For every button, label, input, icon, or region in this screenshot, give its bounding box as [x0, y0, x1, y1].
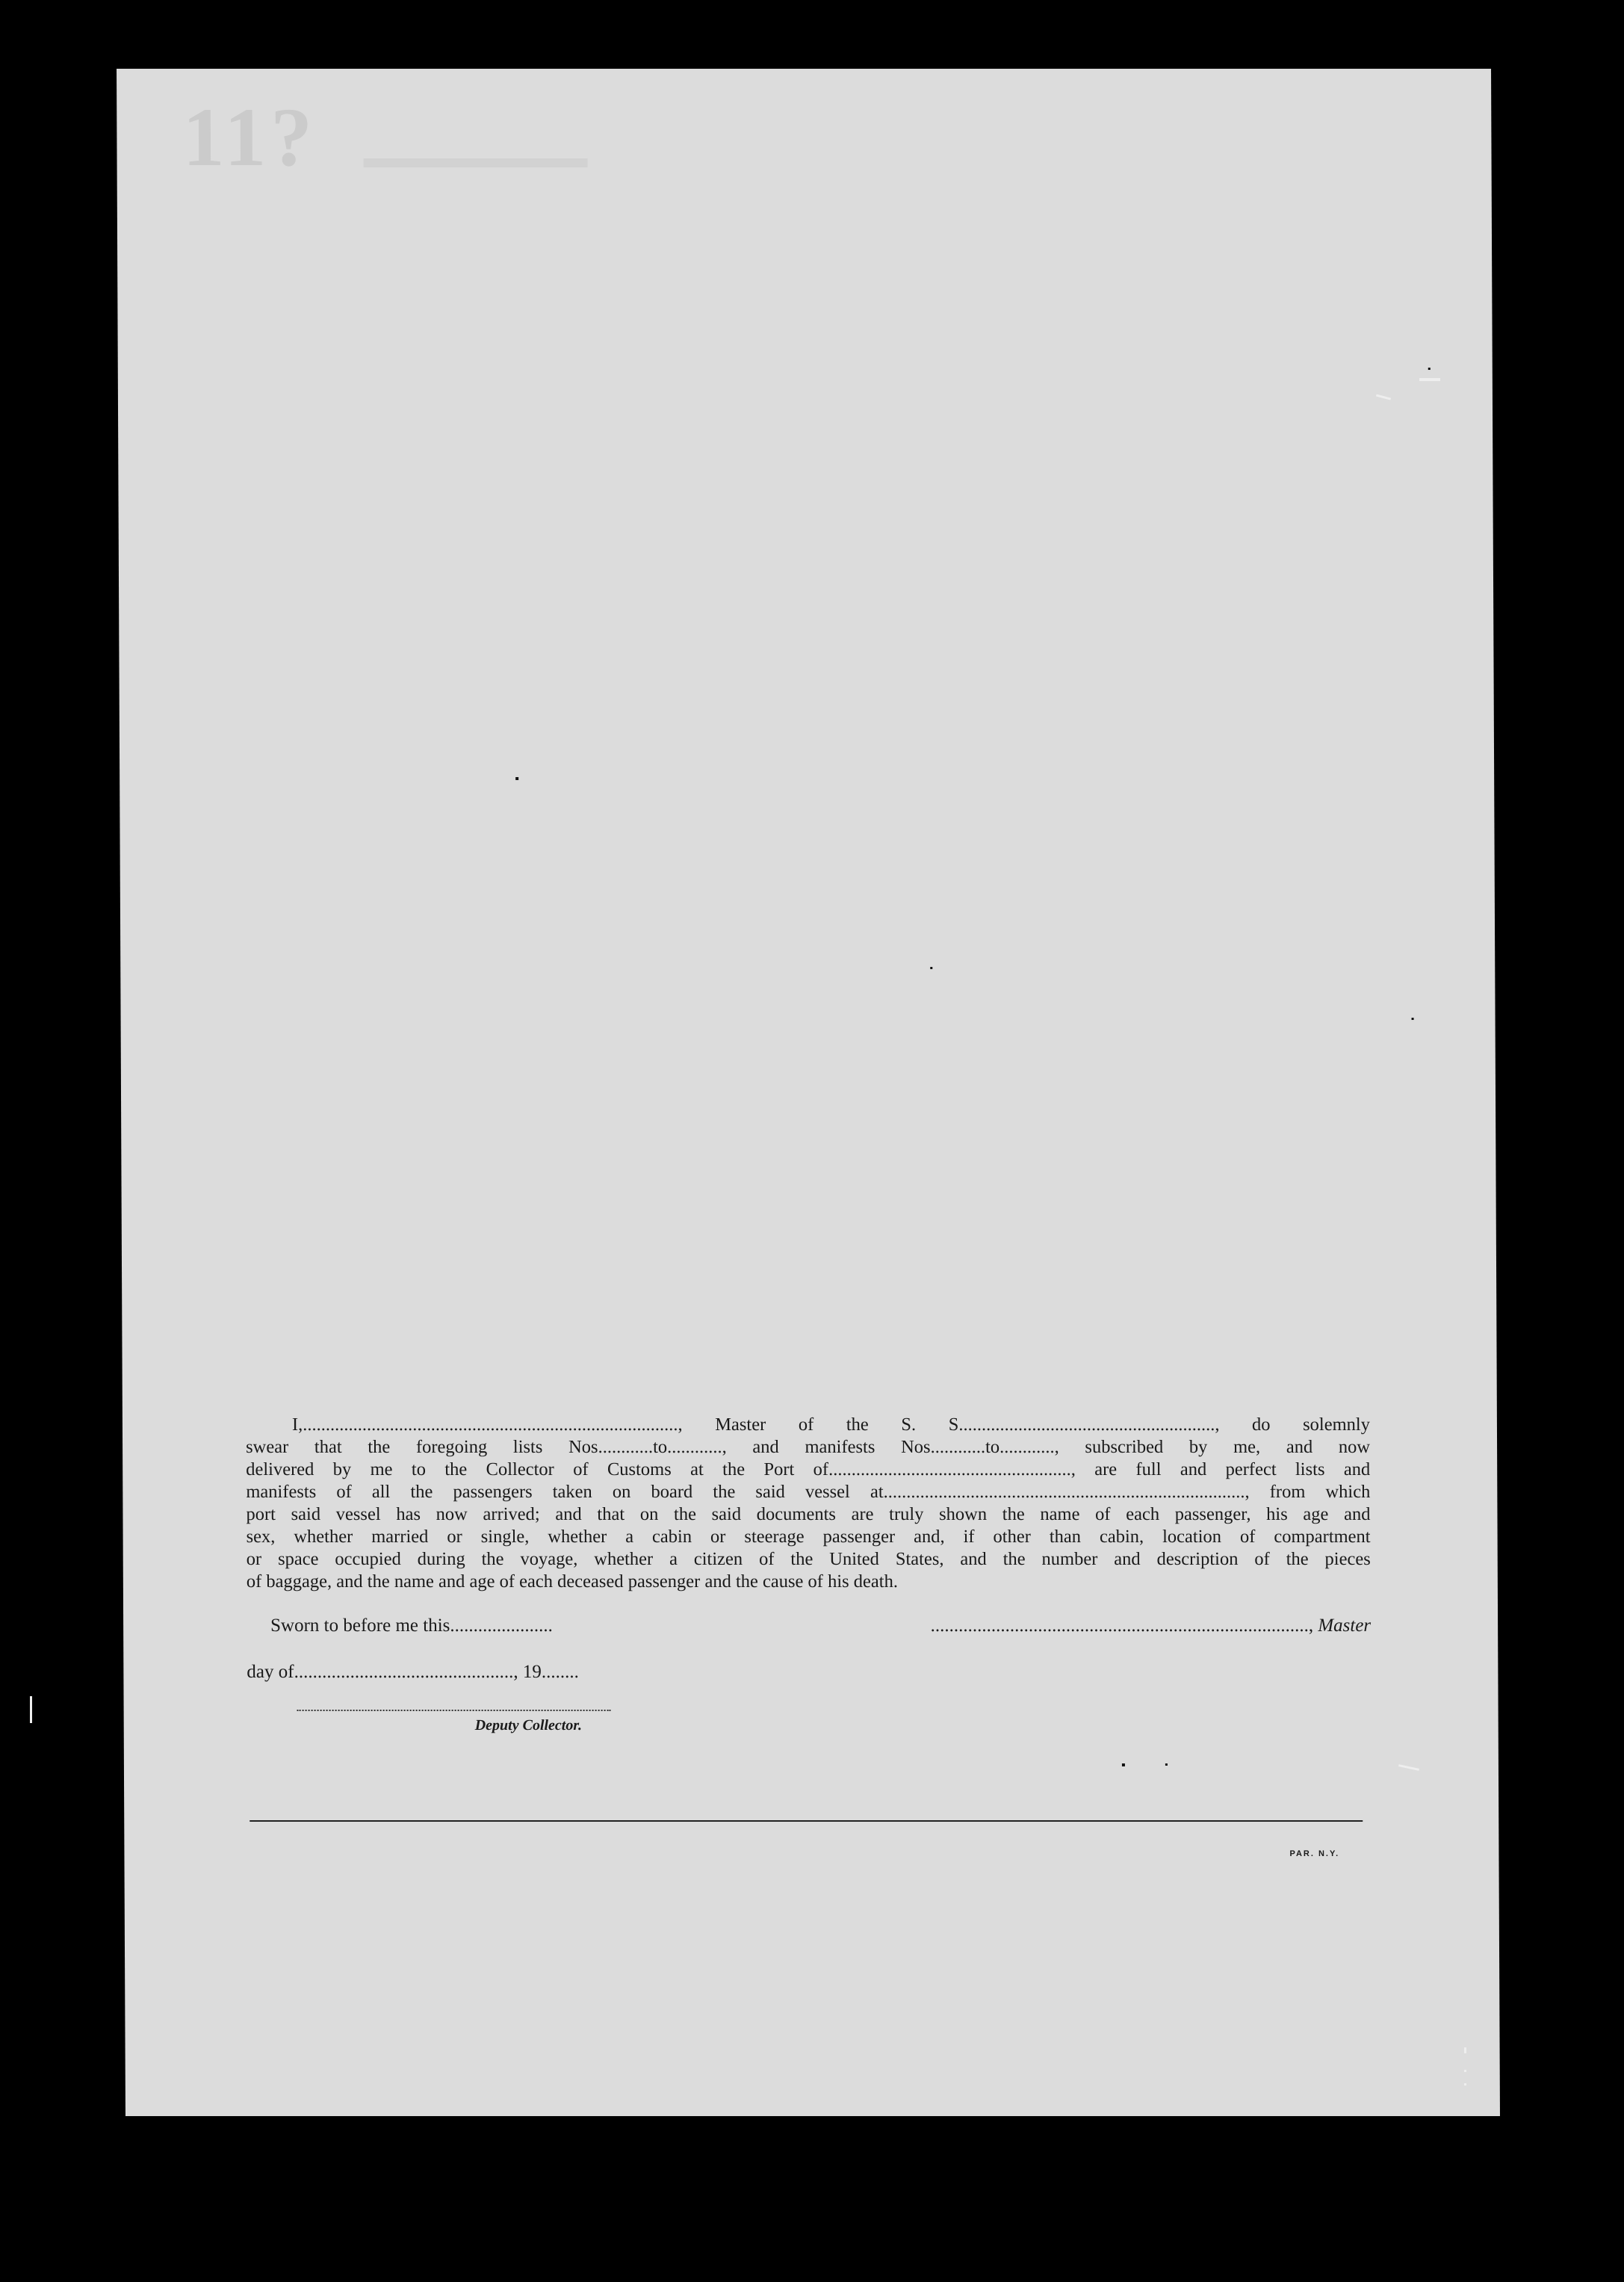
master-signature-line: [930, 1615, 1371, 1636]
sworn-text: Sworn to before me this......................: [270, 1615, 553, 1636]
master-label: Master: [1318, 1615, 1372, 1636]
edge-mark: [1464, 2047, 1466, 2053]
deputy-signature-line: [297, 1710, 611, 1711]
oath-line-5: port said vessel has now arrived; and that on the said documents are truly shown the name of each passenger, his age and: [246, 1504, 1371, 1524]
edge-mark: [1464, 2070, 1466, 2072]
oath-paragraph: [246, 1414, 1371, 1593]
edge-mark: [30, 1696, 32, 1723]
speck: [1428, 368, 1431, 370]
oath-line-1: I,.................................................................................., Master of the S. S........................................................, do solemnly: [291, 1414, 1370, 1435]
deputy-collector-label: Deputy Collector.: [474, 1717, 583, 1734]
speck: [1165, 1763, 1168, 1766]
day-of-line: day of..............................................., 19........: [247, 1662, 579, 1682]
oath-line-8: of baggage, and the name and age of each deceased passenger and the cause of his death.: [246, 1571, 898, 1592]
oath-line-3: delivered by me to the Collector of Customs at the Port of....................................................., are full and perfect lists and: [246, 1459, 1371, 1479]
oath-line-4: manifests of all the passengers taken on board the said vessel at..............................................................................., from which: [246, 1482, 1371, 1502]
oath-line-2: swear that the foregoing lists Nos............to............, and manifests Nos............to............, subscribed by me, and now: [246, 1437, 1371, 1457]
speck: [515, 777, 518, 780]
speck: [1412, 1018, 1414, 1020]
speck: [1122, 1763, 1125, 1766]
bottom-rule: [250, 1820, 1363, 1822]
oath-line-7: or space occupied during the voyage, whether a citizen of the United States, and the number and description of the pieces: [246, 1549, 1371, 1569]
edge-mark: [1464, 2083, 1466, 2085]
oath-line-6: sex, whether married or single, whether a cabin or steerage passenger and, if other than cabin, location of compartment: [246, 1527, 1371, 1547]
edge-mark: [1419, 378, 1440, 381]
faint-stamp-smudge: [364, 158, 588, 167]
printer-mark: PAR. N.Y.: [1289, 1849, 1340, 1858]
master-dots: .................................................................................,: [930, 1615, 1318, 1636]
speck: [930, 967, 932, 969]
faint-stamp-mark: 11?: [182, 91, 317, 184]
document-page: [117, 69, 1500, 2116]
